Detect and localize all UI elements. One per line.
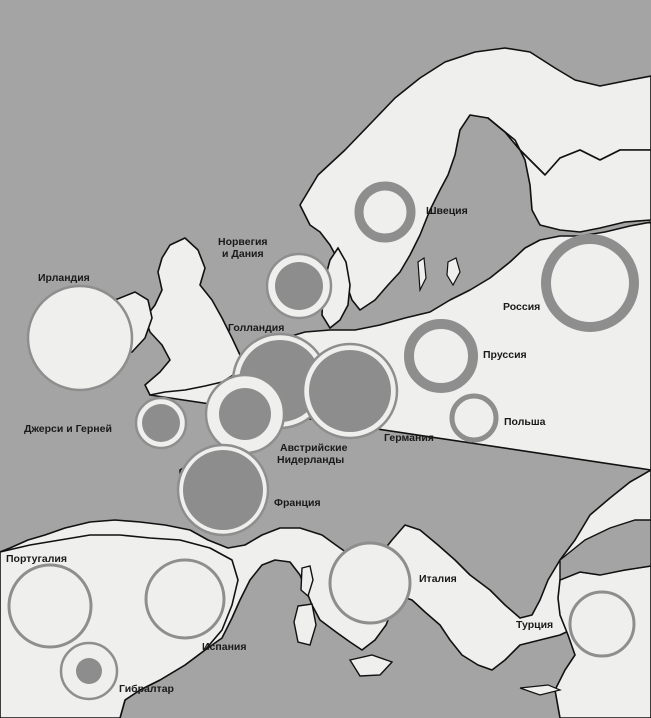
label-austrian-nl-2: Нидерланды — [277, 454, 345, 466]
label-italy: Италия — [419, 573, 457, 585]
label-jersey: Джерси и Герней — [24, 423, 112, 435]
label-portugal: Португалия — [6, 553, 67, 565]
circle-russia — [546, 239, 634, 327]
circle-austrian-nl-core — [219, 388, 271, 440]
label-norway-denmark-2: и Дания — [222, 248, 264, 260]
circle-france-core — [183, 450, 263, 530]
circle-portugal — [9, 565, 91, 647]
circle-spain — [146, 560, 224, 638]
label-france: Франция — [274, 497, 321, 509]
label-turkey: Турция — [516, 619, 554, 631]
circle-germany-core — [309, 350, 391, 432]
label-holland: Голландия — [228, 322, 285, 334]
label-spain: Испания — [202, 641, 247, 653]
label-austrian-nl-1: Австрийские — [280, 442, 348, 454]
label-germany: Германия — [384, 432, 434, 444]
circle-turkey — [570, 592, 634, 656]
circle-sweden — [359, 186, 411, 238]
label-sweden: Швеция — [426, 205, 468, 217]
label-norway-denmark-1: Норвегия — [218, 236, 268, 248]
circle-ireland — [28, 286, 132, 390]
label-gibraltar: Гибралтар — [119, 683, 174, 695]
label-ireland: Ирландия — [38, 272, 90, 284]
circle-gibraltar-core — [76, 658, 102, 684]
circle-prussia — [409, 324, 473, 388]
circle-jersey-core — [142, 404, 180, 442]
circle-italy — [330, 543, 410, 623]
label-poland: Польша — [504, 416, 546, 428]
circle-poland — [452, 396, 496, 440]
circle-norway-denmark-core — [275, 262, 323, 310]
label-russia: Россия — [503, 301, 541, 313]
label-prussia: Пруссия — [483, 349, 527, 361]
